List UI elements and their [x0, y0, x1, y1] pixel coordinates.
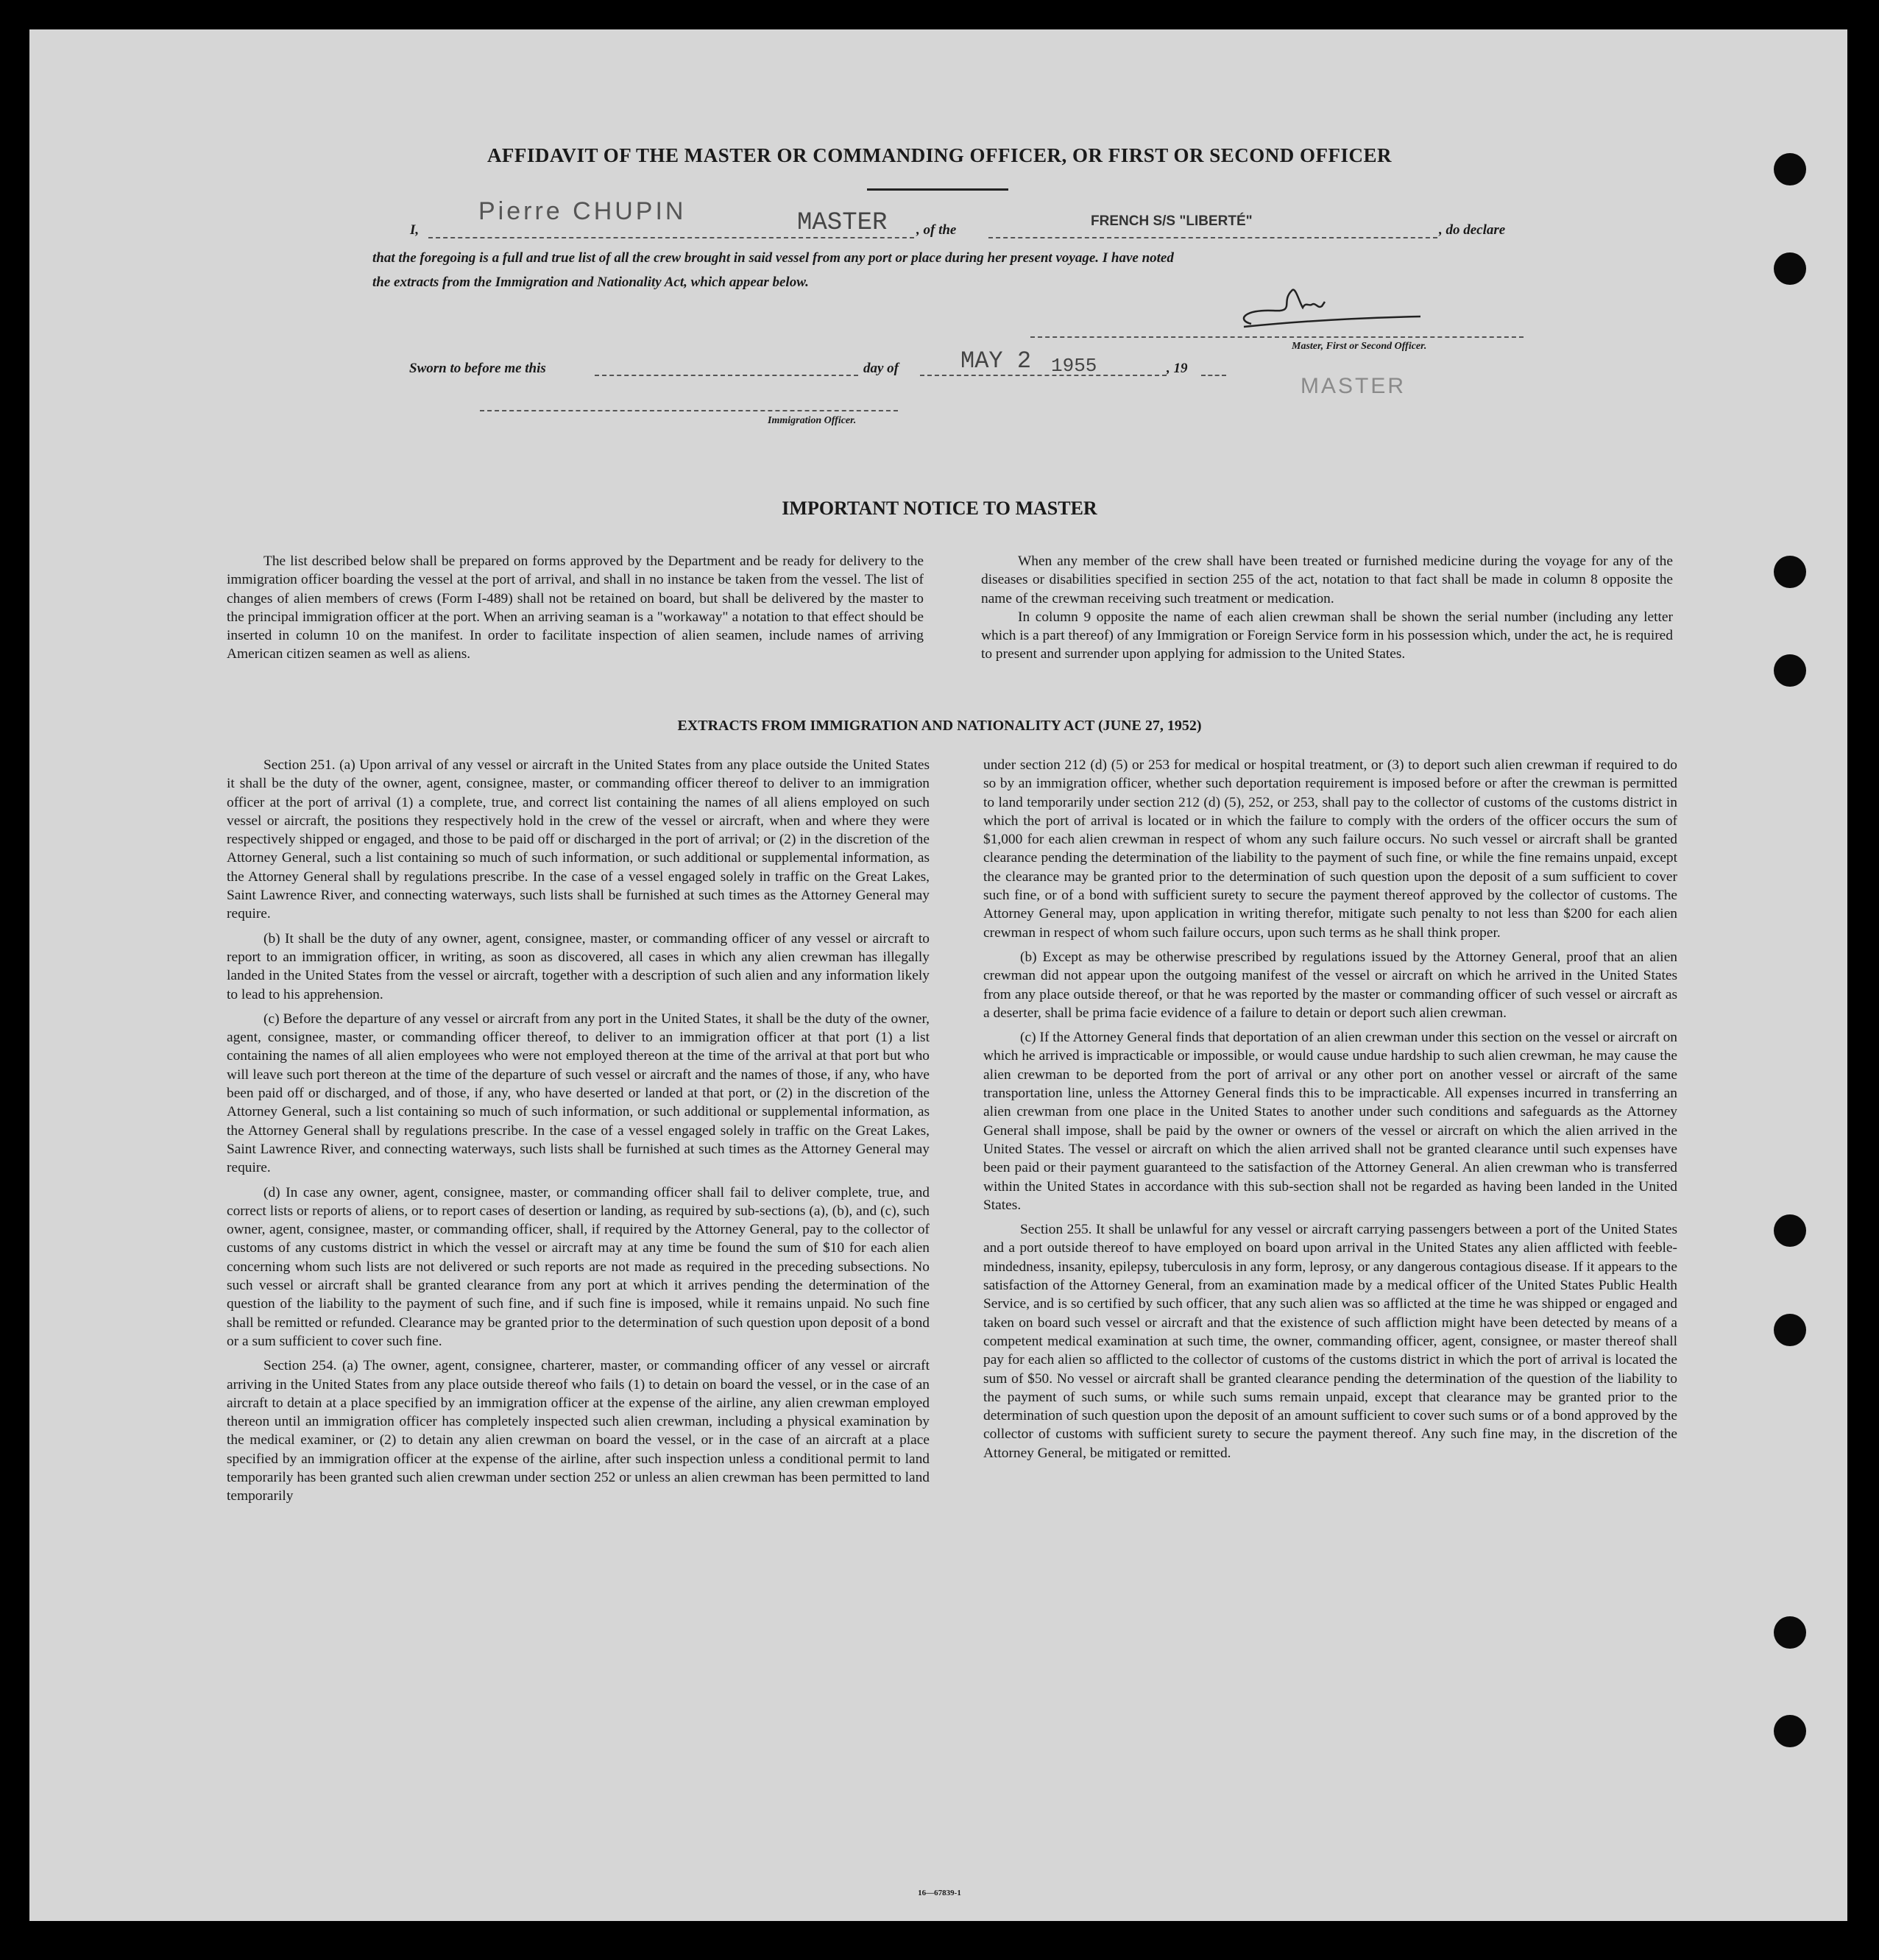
name-line [428, 237, 914, 238]
declarant-name: Pierre CHUPIN [478, 197, 687, 225]
section-251-b: (b) It shall be the duty of any owner, agent, consignee, master, or commanding officer of any vessel or aircraft to report to an immigration officer, in writing, as soon as discovered, all cases in which any alien crewman has illegally landed in the United States from the vessel or aircraft, together with a description of such alien and any information likely to lead to his apprehension. [227, 930, 930, 1002]
sworn-label: Sworn to before me this [409, 361, 546, 376]
section-254-b: (b) Except as may be otherwise prescribed by regulations issued by the Attorney General, proof that an alien crewman did not appear upon the outgoing manifest of the vessel or aircraft on which he arrived in the United States from any place outside thereof, or that he was reported by the master or commanding officer of such vessel or aircraft as a deserter, shall be prima facie evidence of a failure to detain or deport such alien crewman. [983, 949, 1677, 1021]
extracts-right-column [983, 756, 1677, 1468]
notice-right-column [981, 552, 1673, 670]
year-prefix: , 19 [1167, 361, 1188, 376]
notice-title: IMPORTANT NOTICE TO MASTER [782, 498, 1097, 519]
binder-hole [1774, 1616, 1806, 1649]
section-254-c: (c) If the Attorney General finds that deportation of an alien crewman under this section on the vessel or aircraft on which he arrived is impracticable or impossible, or would cause undue hardship to such alien crewman, he may cause the alien crewman to be deported from the port of arrival or any other port on another vessel or aircraft of the same transportation line, unless the Attorney General finds this to be impracticable. All expenses incurred in transferring an alien crewman from one place in the United States to another under such conditions and safeguards as the Attorney General shall impose, shall be paid by the owner or owners of the vessel or aircraft on which the alien arrived in the United States. The vessel or aircraft on which the alien arrived shall not be granted clearance until such expenses have been paid or their payment guaranteed to the satisfaction of the Attorney General. An alien crewman who is transferred within the United States in accordance with this sub-section shall not be regarded as having been landed in the United States. [983, 1030, 1677, 1213]
officer-caption: Immigration Officer. [768, 415, 857, 426]
section-254-a-continued: under section 212 (d) (5) or 253 for medical or hospital treatment, or (3) to deport such alien crewman if required to do so by an immigration officer, whether such deportation requirement is imposed before or after the crewman is permitted to land temporarily under section 212 (d) (5), 252, or 253, shall pay to the collector of customs of the customs district in which the port of arrival is located or in which the failure to comply with the orders of the officer occurs the sum of $1,000 for each alien crewman in respect of whom any such failure occurs. No such vessel or aircraft shall be granted clearance pending the determination of the liability to the payment of such fine, or while the fine remains unpaid, except the clearance may be granted prior to the determination of such question upon the deposit of a sum sufficient to cover such fine, or of a bond with sufficient surety to secure the payment thereof approved by the collector of customs. The Attorney General may, upon application in writing therefor, mitigate such penalty to not less than $200 for each alien crewman in respect of whom such failure occurs, upon such terms as he shall think proper. [983, 757, 1677, 941]
master-stamp: MASTER [1301, 374, 1406, 398]
section-251-a: Section 251. (a) Upon arrival of any vessel or aircraft in the United States from any place outside the United States it shall be the duty of the owner, agent, consignee, master, or commanding officer thereof to deliver to an immigration officer at the port of arrival (1) a complete, true, and correct list containing the names of all aliens employed on such vessel or aircraft, the positions they respectively hold in the crew of the vessel or aircraft, when and where they were respectively shipped or engaged, and those to be paid off or discharged in the port of arrival; or (2) in the discretion of the Attorney General, such a list containing so much of such information, or such additional or supplemental information, as the Attorney General shall by regulations prescribe. In the case of a vessel engaged solely in traffic on the Great Lakes, Saint Lawrence River, and connecting waterways, such lists shall be furnished at such times as the Attorney General may require. [227, 757, 930, 922]
binder-hole [1774, 1214, 1806, 1247]
day-of-label: day of [863, 361, 899, 376]
form-code: 16—67839-1 [918, 1889, 961, 1897]
binder-hole [1774, 1314, 1806, 1346]
binder-hole [1774, 654, 1806, 687]
binder-hole [1774, 252, 1806, 285]
vessel-name: FRENCH S/S "LIBERTÉ" [1091, 213, 1253, 229]
sworn-day-line [595, 375, 858, 376]
section-251-d: (d) In case any owner, agent, consignee, master, or commanding officer shall fail to deliver complete, true, and correct lists or reports of aliens, or to report cases of desertion or landing, as required by sub-sections (a), (b), and (c), such owner, agent, consignee, master, or commanding officer, shall, if required by the Attorney General, pay to the collector of customs of any customs district in which the vessel or aircraft may at any time be found the sum of $10 for each alien concerning whom such lists are not delivered or such reports are not made as required in the preceding subsections. No such vessel or aircraft shall be granted clearance from any port at which it arrives pending the determination of the question of the liability to the payment of such fine, and if such fine is imposed, while it remains unpaid. No such fine shall be remitted or refunded. Clearance may be granted prior to the determination of such question upon deposit of a bond or a sum sufficient to cover such fine. [227, 1184, 930, 1349]
extracts-title: EXTRACTS FROM IMMIGRATION AND NATIONALITY ACT (JUNE 27, 1952) [677, 718, 1202, 734]
notice-paragraph: When any member of the crew shall have been treated or furnished medicine during the voyage for any of the diseases or disabilities specified in section 255 of the act, notation to that fact shall be made in column 8 opposite the name of the crewman receiving such treatment or medication. [981, 553, 1673, 606]
binder-hole [1774, 1715, 1806, 1747]
declaration-line-3: the extracts from the Immigration and Nationality Act, which appear below. [372, 275, 809, 290]
binder-hole [1774, 556, 1806, 588]
notice-paragraph: In column 9 opposite the name of each alien crewman shall be shown the serial number (including any letter which is a part thereof) of any Immigration or Foreign Service form in his possession which, under the act, he is required to present and surrender upon applying for admission to the United States. [981, 609, 1673, 662]
section-251-c: (c) Before the departure of any vessel or aircraft from any port in the United States, it shall be the duty of the owner, agent, consignee, master, or commanding officer thereof, to deliver to an immigration officer at that port (1) a list containing the names of all alien employees who were not employed thereon at the time of the arrival at that port but who will leave such port thereon at the time of the departure of such vessel or aircraft and the names of those, if any, who have been paid off or discharged, and of those, if any, who have deserted or landed at that port, or (2) in the discretion of the Attorney General, such a list containing so much of such information, or such additional or supplemental information, as the Attorney General shall by regulations prescribe. In the case of a vessel engaged solely in traffic on the Great Lakes, Saint Lawrence River, and connecting waterways, such lists shall be furnished at such times as the Attorney General may require. [227, 1011, 930, 1176]
signature-line [1030, 336, 1524, 338]
title-rule [867, 188, 1008, 191]
vessel-line [988, 237, 1437, 238]
signature-caption: Master, First or Second Officer. [1292, 341, 1427, 352]
officer-line [480, 410, 898, 411]
of-the-label: , of the [916, 222, 957, 238]
declaration-line-2: that the foregoing is a full and true list of all the crew brought in said vessel from any port or place during her present voyage. I have noted [372, 250, 1174, 266]
declaration-prefix: I, [410, 222, 420, 238]
form-title: AFFIDAVIT OF THE MASTER OR COMMANDING OFFICER, OR FIRST OR SECOND OFFICER [486, 144, 1393, 166]
master-signature [1229, 280, 1428, 339]
do-declare-label: , do declare [1439, 222, 1506, 238]
sworn-date-line [920, 375, 1167, 376]
declarant-position: MASTER [797, 209, 888, 237]
sworn-year: 1955 [1051, 355, 1097, 377]
section-255: Section 255. It shall be unlawful for any vessel or aircraft carrying passengers between a port of the United States and a port outside thereof to have employed on board upon arrival in the United States any alien afflicted with feeble-mindedness, insanity, epilepsy, tuberculosis in any form, leprosy, or any dangerous contagious disease. If it appears to the satisfaction of the Attorney General, from an examination made by a medical officer of the United States Public Health Service, and is so certified by such officer, that any such alien was so afflicted at the time he was shipped or engaged and taken on board such vessel or aircraft and that the existence of such affliction might have been detected by means of a competent medical examination at such time, the owner, commanding officer, agent, consignee, or master thereof shall pay for each alien so afflicted to the collector of customs of the customs district in which the port of arrival is located the sum of $50. No vessel or aircraft shall be granted clearance pending the determination of the question of the liability to the payment of such sums, or while such sums remain unpaid, except that clearance may be granted prior to the determination of such question upon the deposit of an amount sufficient to cover such sums or of a bond approved by the collector of customs with sufficient surety to secure the payment thereof. Any such fine may, in the discretion of the Attorney General, be mitigated or remitted. [983, 1222, 1677, 1461]
sworn-year-line [1201, 375, 1226, 376]
sworn-date: MAY 2 [960, 347, 1032, 375]
notice-left-column [227, 552, 924, 670]
extracts-left-column [227, 756, 930, 1512]
notice-paragraph: The list described below shall be prepared on forms approved by the Department and be ready for delivery to the immigration officer boarding the vessel at the port of arrival, and shall in no instance be taken from the vessel. The list of changes of alien members of crews (Form I-489) shall not be retained on board, but shall be delivered by the master to the principal immigration officer at the port. When an arriving seaman is a "workaway" a notation to that effect should be inserted in column 10 on the manifest. In order to facilitate inspection of alien seamen, include names of arriving American citizen seamen as well as aliens. [227, 553, 924, 662]
section-254-a: Section 254. (a) The owner, agent, consignee, charterer, master, or commanding officer of any vessel or aircraft arriving in the United States from any place outside thereof who fails (1) to detain on board the vessel, or in the case of an aircraft to detain at a place specified by an immigration officer at the expense of the airline, any alien crewman employed thereon until an immigration officer has completely inspected such alien crewman, including a physical examination by the medical examiner, or (2) to detain any alien crewman on board the vessel, or in the case of an aircraft at a place specified by an immigration officer at the expense of the airline, after such inspection unless a conditional permit to land temporarily has been granted such alien crewman under section 252 or unless an alien crewman has been permitted to land temporarily [227, 1358, 930, 1504]
